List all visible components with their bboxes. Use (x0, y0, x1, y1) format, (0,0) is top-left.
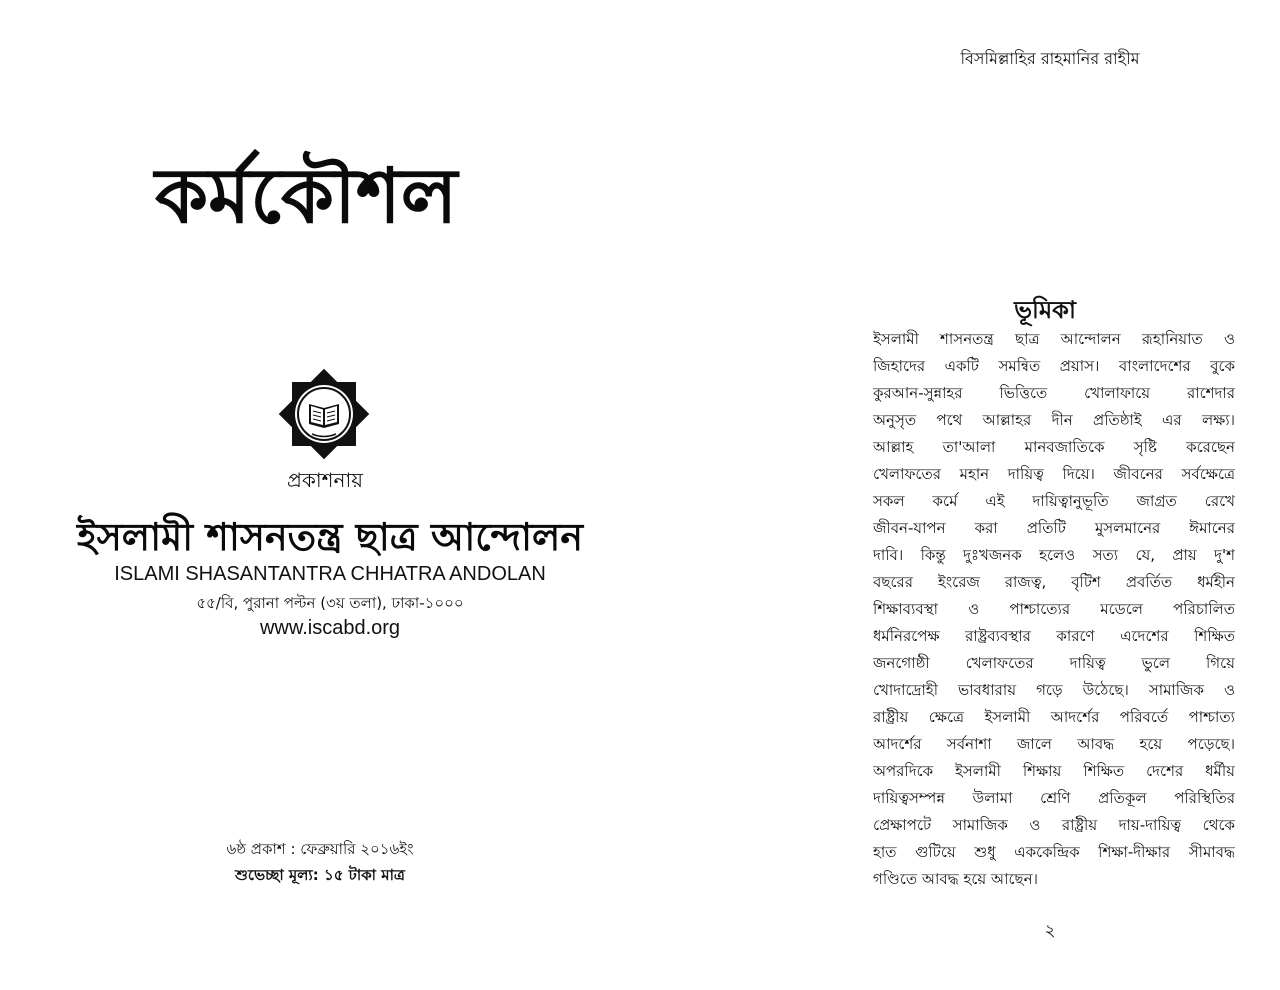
preface-line: সকল কর্মে এই দায়িত্বানুভূতি জাগ্রত রেখে (873, 492, 1235, 510)
preface-body (873, 326, 1235, 893)
preface-line: ইসলামী শাসনতন্ত্র ছাত্র আন্দোলন রূহানিয়াত ও (873, 330, 1235, 348)
organization-address: ৫৫/বি, পুরানা পল্টন (৩য় তলা), ঢাকা-১০০০ (196, 594, 464, 612)
preface-line: খোদাদ্রোহী ভাবধারায় গড়ে উঠেছে। সামাজিক ও (873, 681, 1235, 699)
preface-line: প্রেক্ষাপটে সামাজিক ও রাষ্ট্রীয় দায়-দায়িত্ব থেকে (873, 816, 1235, 834)
preface-line: জিহাদের একটি সমন্বিত প্রয়াস। বাংলাদেশের বুকে (873, 357, 1235, 375)
preface-line: জনগোষ্ঠী খেলাফতের দায়িত্ব ভুলে গিয়ে (873, 654, 1235, 672)
preface-line: কুরআন-সুন্নাহর ভিত্তিতে খোলাফায়ে রাশেদার (873, 384, 1235, 402)
right-page (640, 0, 1280, 990)
preface-line: খেলাফতের মহান দায়িত্ব দিয়ে। জীবনের সর্বক্ষেত্রে (873, 465, 1235, 483)
page-number: ২ (1044, 921, 1056, 941)
preface-line: জীবন-যাপন করা প্রতিটি মুসলমানের ঈমানের (873, 519, 1235, 537)
organization-website: www.iscabd.org (259, 617, 401, 639)
preface-line: হাত গুটিয়ে শুধু এককেন্দ্রিক শিক্ষা-দীক্ষার সীমাবদ্ধ (873, 843, 1235, 861)
preface-line: অনুসৃত পথে আল্লাহর দীন প্রতিষ্ঠাই এর লক্ষ্য। (873, 411, 1235, 429)
preface-line: অপরদিকে ইসলামী শিক্ষায় শিক্ষিত দেশের ধর্মীয় (873, 762, 1235, 780)
bismillah-header: বিসমিল্লাহির রাহমানির রাহীম (960, 49, 1140, 68)
preface-line: ধর্মনিরপেক্ষ রাষ্ট্রব্যবস্থার কারণে এদেশের শিক্ষিত (873, 627, 1235, 645)
preface-heading: ভূমিকা (1014, 295, 1076, 324)
book-emblem-icon (278, 368, 370, 460)
preface-line: বছরের ইংরেজ রাজত্ব, বৃটিশ প্রবর্তিত ধর্মহীন (873, 573, 1235, 591)
organization-name-bengali: ইসলামী শাসনতন্ত্র ছাত্র আন্দোলন (76, 514, 584, 559)
preface-line: রাষ্ট্রীয় ক্ষেত্রে ইসলামী আদর্শের পরিবর্তে পাশ্চাত্য (873, 708, 1235, 726)
preface-line: শিক্ষাব্যবস্থা ও পাশ্চাত্যের মডেলে পরিচালিত (873, 600, 1235, 618)
edition-info: ৬ষ্ঠ প্রকাশ : ফেব্রুয়ারি ২০১৬ইং (226, 840, 414, 858)
preface-line: আদর্শের সর্বনাশা জালে আবদ্ধ হয়ে পড়েছে। (873, 735, 1235, 753)
price-info: শুভেচ্ছা মূল্য: ১৫ টাকা মাত্র (235, 866, 405, 884)
preface-line: দাবি। কিন্তু দুঃখজনক হলেও সত্য যে, প্রায় দু'শ (873, 546, 1235, 564)
preface-line: গণ্ডিতে আবদ্ধ হয়ে আছেন। (873, 870, 1038, 888)
preface-line: দায়িত্বসম্পন্ন উলামা শ্রেণি প্রতিকূল পরিস্থিতির (873, 789, 1235, 807)
book-title: কর্মকৌশল (155, 151, 458, 240)
publisher-label: প্রকাশনায় (286, 468, 364, 492)
organization-name-english: ISLAMI SHASANTANTRA CHHATRA ANDOLAN (114, 563, 546, 585)
preface-line: আল্লাহ তা'আলা মানবজাতিকে সৃষ্টি করেছেন (873, 438, 1235, 456)
